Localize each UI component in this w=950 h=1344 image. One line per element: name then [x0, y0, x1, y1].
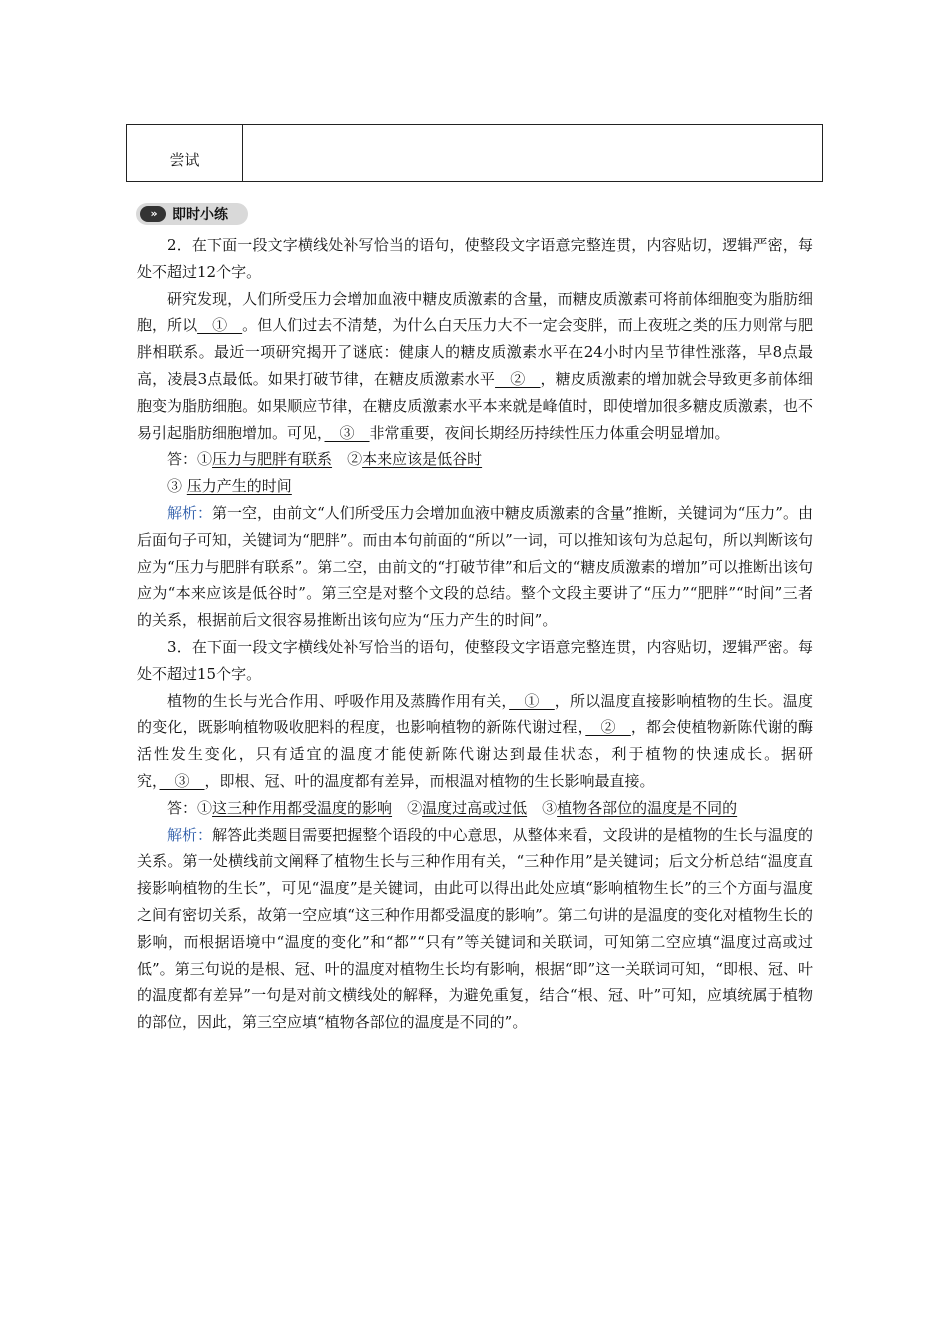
top-table	[126, 124, 823, 182]
q2-answer-line-1	[137, 446, 813, 473]
double-chevron-icon: »	[140, 206, 166, 222]
q3-answer-1-num: ①	[197, 798, 213, 817]
q3-answer-2-num: ②	[407, 798, 423, 817]
q2-answer-3-num: ③	[167, 477, 183, 496]
q2-passage-part4: 非常重要，夜间长期经历持续性压力体重会明显增加。	[369, 423, 730, 442]
q3-passage-part4: ，即根、冠、叶的温度都有差异，而根温对植物的生长影响最直接。	[204, 771, 655, 790]
q2-passage-part3: ，糖皮质激素的增加就会导致更多前体细胞变为脂肪细胞。如果顺应节律，在糖皮质激素水平本来就是峰值时，即使增加很多糖皮质激素，也不易引起脂肪细胞增加。可见，	[137, 369, 813, 442]
q2-blank-2: ②	[495, 369, 541, 388]
q2-answer-2-num: ②	[347, 450, 363, 469]
q3-blank-1: ①	[509, 691, 555, 710]
q2-passage-part2: 。但人们过去不清楚，为什么白天压力大不一定会变胖，而上夜班之类的压力则常与肥胖相联系。最近一项研究揭开了谜底：健康人的糖皮质激素水平在24小时内呈节律性涨落，早8点最高，凌晨3点最低。如果打破节律，在糖皮质激素水平	[137, 316, 813, 388]
q2-blank-3: ③	[324, 423, 370, 442]
table-label-cell	[127, 125, 243, 181]
q3-passage-part3: ，都会使植物新陈代谢的酶活性发生变化，只有适宜的温度才能使新陈代谢达到最佳状态，利于植物的快速成长。据研究，	[137, 718, 813, 790]
q2-analysis-text: 第一空，由前文“人们所受压力会增加血液中糖皮质激素的含量”推断，关键词为“压力”。由后面句子可知，关键词为“肥胖”。而由本句前面的“所以”一词，可以推知该句为总起句，所以判断该句应为“压力与肥胖有联系”。第二空，由前文的“打破节律”和后文的“糖皮质激素的增加”可以推断出该句应为“本来应该是低谷时”。第三空是对整个文段的总结。整个文段主要讲了“压力”“肥胖”“时间”三者的关系，根据前后文很容易推断出该句应为“压力产生的时间”。	[137, 503, 814, 630]
exercise-content	[137, 232, 813, 1036]
q2-blank-1: ①	[197, 316, 243, 335]
q2-answer-2: 本来应该是低谷时	[362, 450, 483, 469]
q2-prompt: 2．在下面一段文字横线处补写恰当的语句，使整段文字语意完整连贯，内容贴切，逻辑严密，每处不超过12个字。	[137, 236, 813, 281]
q3-answer-3: 植物各部位的温度是不同的	[557, 798, 738, 817]
q3-answer	[137, 795, 813, 822]
q2-passage	[137, 286, 813, 447]
q2-passage-part1: 研究发现，人们所受压力会增加血液中糖皮质激素的含量，而糖皮质激素可将前体细胞变为脂肪细胞，所以	[137, 289, 813, 335]
q2-answer-1-num: ①	[197, 450, 213, 469]
q3-answer-2: 温度过高或过低	[422, 798, 528, 817]
q2-answer-line-2	[137, 473, 813, 500]
q2-answer-1: 压力与肥胖有联系	[212, 450, 333, 469]
q3-passage	[137, 688, 813, 795]
q3-answer-label: 答：	[167, 798, 198, 817]
section-badge-title: 即时小练	[172, 207, 228, 223]
q2-answer-label: 答：	[167, 450, 198, 469]
q3-blank-3: ③	[159, 771, 205, 790]
q3-blank-2: ②	[585, 718, 631, 737]
table-content-cell	[243, 125, 822, 181]
q3-passage-part2: ，所以温度直接影响植物的生长。温度的变化，既影响植物吸收肥料的程度，也影响植物的新陈代谢过程，	[137, 691, 813, 737]
section-badge	[136, 203, 248, 225]
q3-answer-1: 这三种作用都受温度的影响	[212, 798, 393, 817]
q3-analysis	[137, 822, 813, 1036]
q3-prompt: 3．在下面一段文字横线处补写恰当的语句，使整段文字语意完整连贯，内容贴切，逻辑严密。每处不超过15个字。	[137, 637, 813, 683]
table-label: 尝试	[169, 151, 200, 169]
q3-passage-part1: 植物的生长与光合作用、呼吸作用及蒸腾作用有关，	[167, 691, 510, 710]
q3-analysis-label: 解析：	[167, 825, 213, 844]
q2-analysis-label: 解析：	[167, 503, 213, 522]
q3-answer-3-num: ③	[542, 798, 558, 817]
q2-analysis	[137, 500, 813, 634]
q3-analysis-text: 解答此类题目需要把握整个语段的中心意思，从整体来看，文段讲的是植物的生长与温度的关系。第一处横线前文阐释了植物生长与三种作用有关，“三种作用”是关键词；后文分析总结“温度直接影响植物的生长”，可见“温度”是关键词，由此可以得出此处应填“影响植物生长”的三个方面与温度之间有密切关系，故第一空应填“这三种作用都受温度的影响”。第二句讲的是温度的变化对植物生长的影响，而根据语境中“温度的变化”和“都”“只有”等关键词和关联词，可知第二空应填“温度过高或过低”。第三句说的是根、冠、叶的温度对植物生长均有影响，根据“即”这一关联词可知，“即根、冠、叶的温度都有差异”一句是对前文横线处的解释，为避免重复，结合“根、冠、叶”可知，应填统属于植物的部位，因此，第三空应填“植物各部位的温度是不同的”。	[137, 825, 813, 1032]
q2-answer-3: 压力产生的时间	[186, 477, 292, 496]
